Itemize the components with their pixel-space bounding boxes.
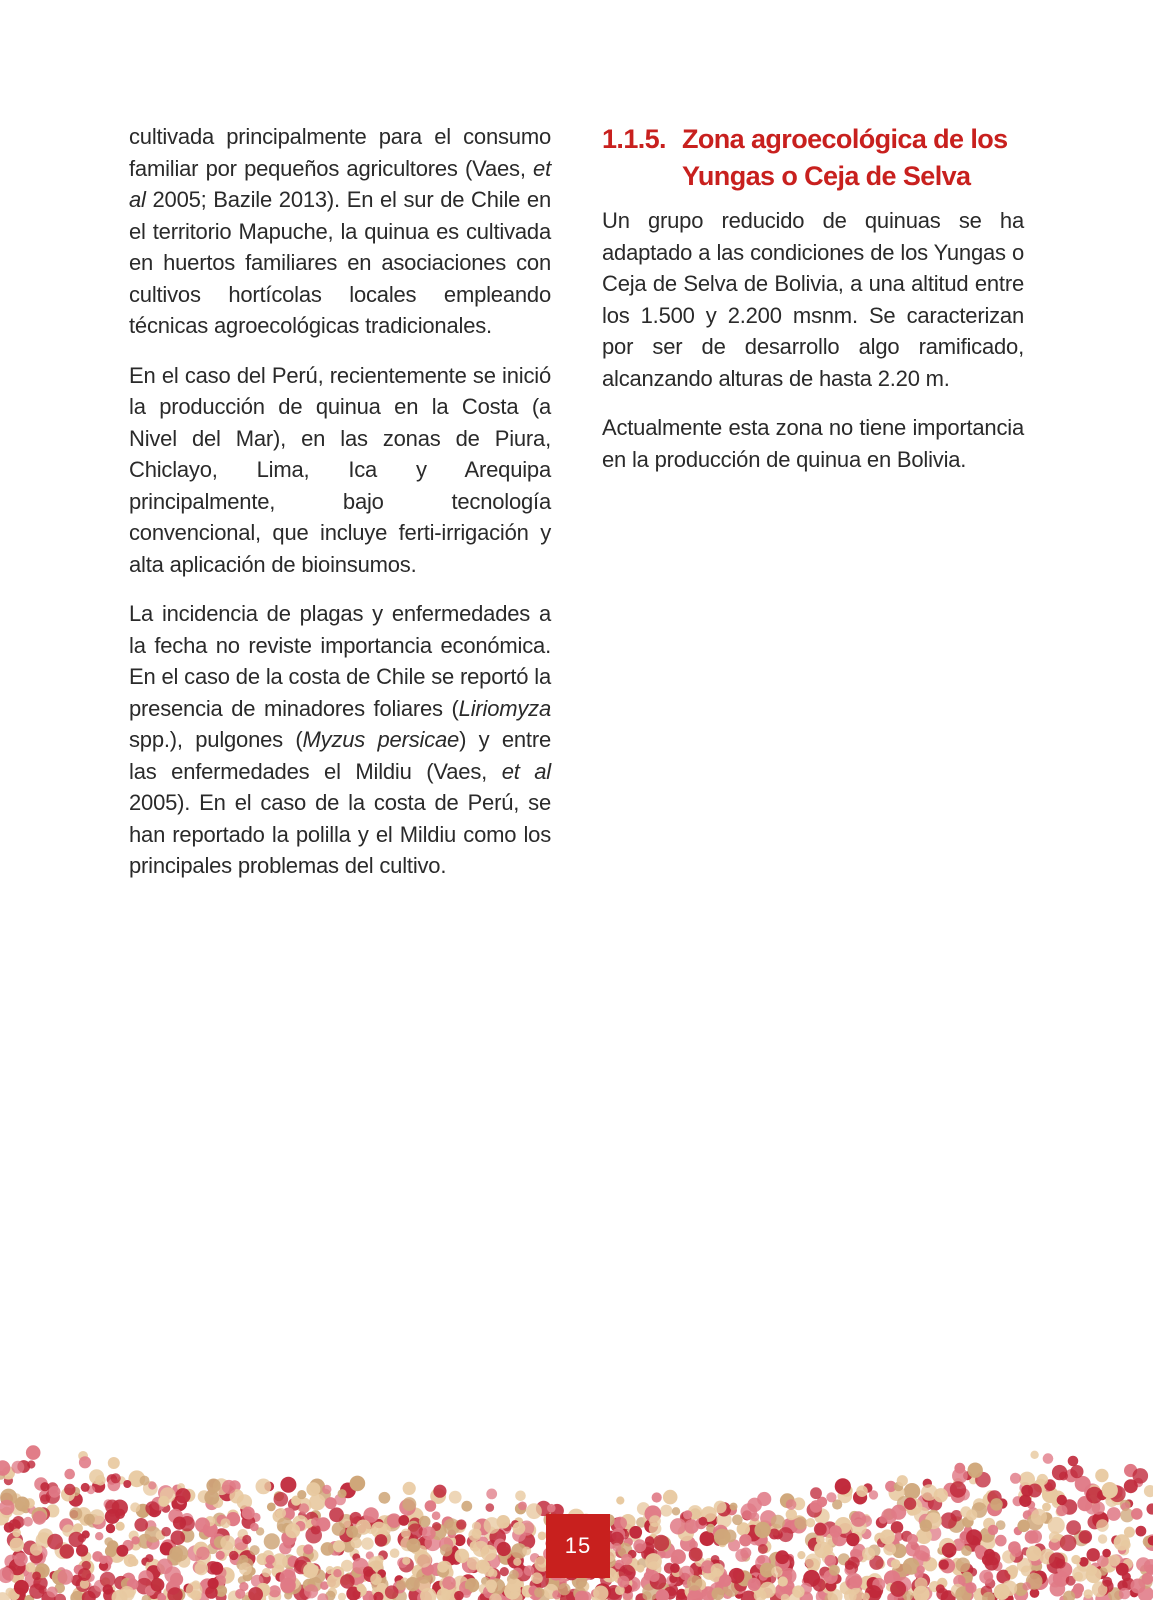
- text-segment: Un grupo reducido de quinuas se ha adaptado a las condiciones de los Yungas o Ceja de Selva de Bolivia, a una altitud entre los 1.500 y 2.200 msnm. Se caracterizan por ser de desarrollo algo ramificado, alcanzando alturas de hasta 2.20 m.: [602, 208, 1024, 391]
- text-segment: En el caso del Perú, recientemente se inició la producción de quinua en la Costa (a Nivel del Mar), en las zonas de Piura, Chiclayo, Lima, Ica y Arequipa principalmente, bajo tecnología convencional, que incluye ferti-irrigación y alta aplicación de bioinsumos.: [129, 362, 551, 577]
- section-heading: [602, 121, 1024, 195]
- paragraph-yungas: [602, 205, 1024, 394]
- italic-term: et al: [501, 758, 551, 784]
- section-number: 1.1.5.: [602, 124, 666, 154]
- paragraph-importancia: [602, 412, 1024, 475]
- right-column: [602, 121, 1024, 493]
- italic-term: et al: [129, 155, 551, 212]
- paragraph-peru-costa: [129, 360, 551, 581]
- text-segment: spp.), pulgones (: [129, 727, 303, 752]
- italic-term: Myzus persicae: [302, 727, 460, 752]
- left-column: [129, 121, 551, 900]
- text-segment: ) y entre las enfermedades el Mildiu (Vaes,: [129, 727, 551, 784]
- text-segment: 2005). En el caso de la costa de Perú, se han reportado la polilla y el Mildiu como los principales problemas del cultivo.: [129, 790, 551, 878]
- paragraph-plagas: [129, 598, 551, 882]
- text-segment: La incidencia de plagas y enfermedades a la fecha no reviste importancia económica. En el caso de la costa de Chile se reportó la presencia de minadores foliares (: [129, 601, 551, 721]
- text-segment: Actualmente esta zona no tiene importancia en la producción de quinua en Bolivia.: [602, 415, 1024, 472]
- page-number: 15: [546, 1514, 610, 1578]
- section-title: Zona agroecológica de los Yungas o Ceja de Selva: [682, 124, 1008, 191]
- paragraph-consumo-familiar: [129, 121, 551, 342]
- italic-term: Liriomyza: [458, 695, 551, 721]
- text-segment: 2005; Bazile 2013). En el sur de Chile en el territorio Mapuche, la quinua es cultivada en huertos familiares en asociaciones con cultivos hortícolas locales empleando técnicas agroecológicas tradicionales.: [129, 187, 551, 338]
- text-segment: cultivada principalmente para el consumo familiar por pequeños agricultores (Vaes,: [129, 124, 551, 181]
